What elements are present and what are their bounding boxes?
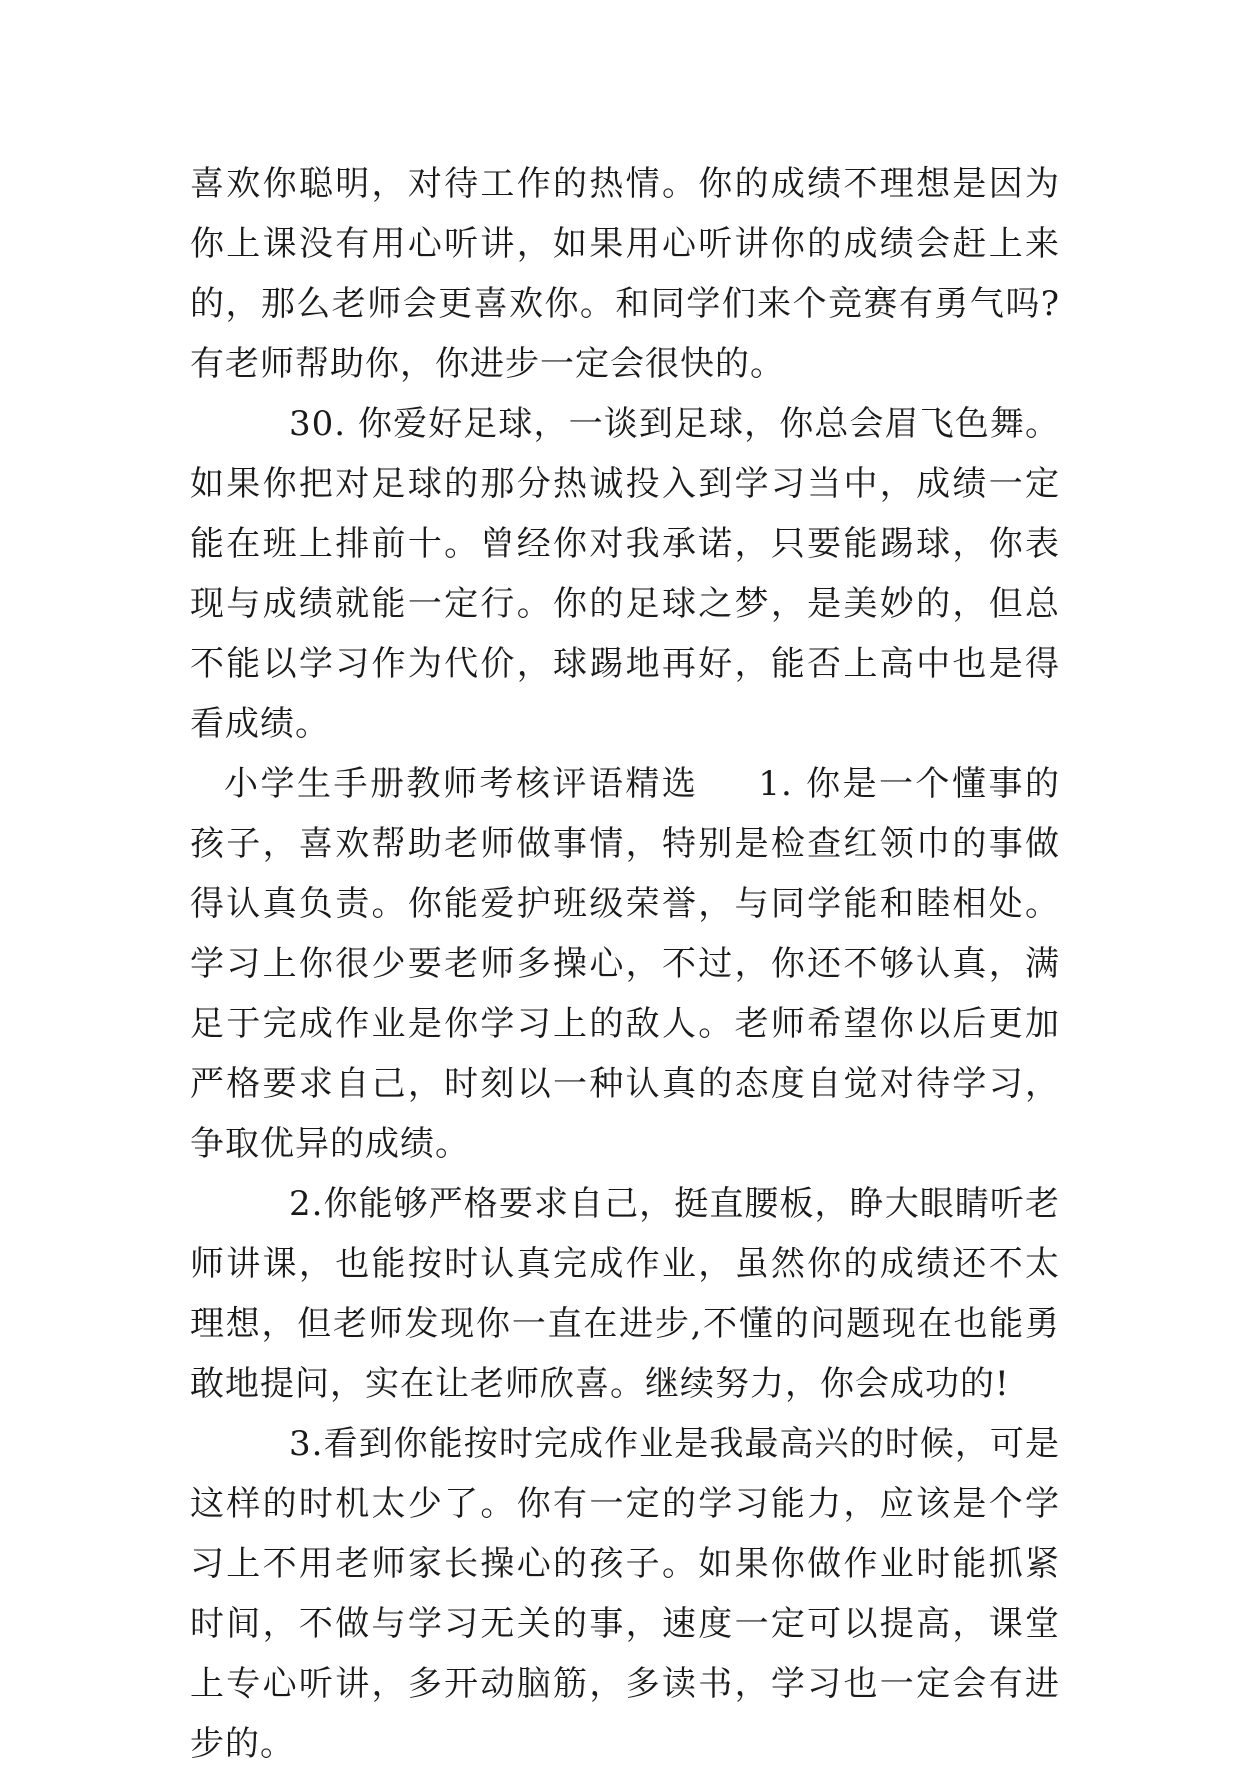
paragraph-text: 2.你能够严格要求自己，挺直腰板，睁大眼睛听老师讲课，也能按时认真完成作业，虽然你的成绩还不太理想，但老师发现你一直在进步,不懂的问题现在也能勇敢地提问，实在让老师欣喜。继续努力，你会成功的! xyxy=(190,1184,1060,1404)
section-title: 小学生手册教师考核评语精选 xyxy=(224,764,699,804)
paragraph-continuation xyxy=(190,154,1060,394)
document-body xyxy=(190,154,1060,1774)
paragraph-text: 3.看到你能按时完成作业是我最高兴的时候，可是这样的时机太少了。你有一定的学习能力，应该是个学习上不用老师家长操心的孩子。如果你做作业时能抓紧时间，不做与学习无关的事，速度一定可以提高，课堂上专心听讲，多开动脑筋，多读书，学习也一定会有进步的。 xyxy=(190,1424,1060,1764)
paragraph-item-2 xyxy=(190,1174,1060,1414)
paragraph-text: 30. 你爱好足球，一谈到足球，你总会眉飞色舞。如果你把对足球的那分热诚投入到学习当中，成绩一定能在班上排前十。曾经你对我承诺，只要能踢球，你表现与成绩就能一定行。你的足球之梦，是美妙的，但总不能以学习作为代价，球踢地再好，能否上高中也是得看成绩。 xyxy=(190,404,1060,744)
paragraph-text: 1. 你是一个懂事的孩子，喜欢帮助老师做事情，特别是检查红领巾的事做得认真负责。你能爱护班级荣誉，与同学能和睦相处。学习上你很少要老师多操心，不过，你还不够认真，满足于完成作业是你学习上的敌人。老师希望你以后更加严格要求自己，时刻以一种认真的态度自觉对待学习，争取优异的成绩。 xyxy=(190,764,1061,1164)
paragraph-text: 喜欢你聪明，对待工作的热情。你的成绩不理想是因为你上课没有用心听讲，如果用心听讲你的成绩会赶上来的，那么老师会更喜欢你。和同学们来个竞赛有勇气吗?有老师帮助你，你进步一定会很快的。 xyxy=(190,164,1060,384)
paragraph-item-30 xyxy=(190,394,1060,754)
paragraph-item-3 xyxy=(190,1414,1060,1774)
paragraph-section-start xyxy=(190,754,1060,1174)
